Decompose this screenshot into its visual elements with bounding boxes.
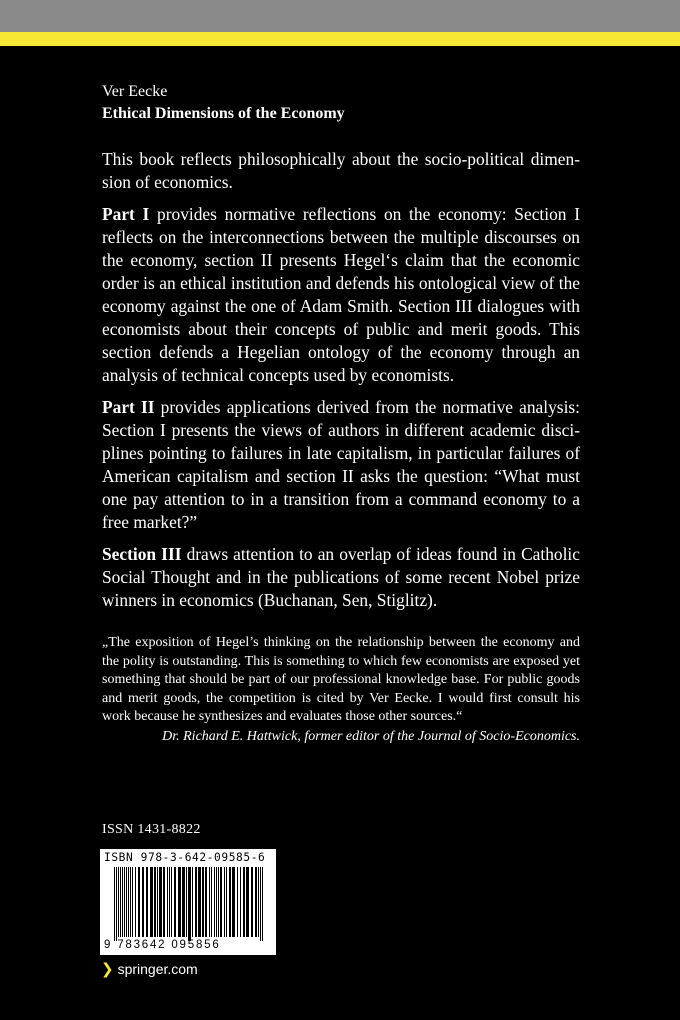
barcode-bar	[218, 867, 219, 937]
barcode-bar	[243, 867, 245, 937]
barcode-bar	[150, 867, 153, 937]
barcode-bar	[216, 867, 217, 937]
publisher-name: springer.com	[117, 961, 198, 977]
barcode-bar	[116, 867, 117, 941]
barcode-bar	[171, 867, 172, 937]
barcode-bar	[214, 867, 215, 937]
issn-number: ISSN 1431-8822	[102, 822, 201, 837]
section3-text: draws attention to an overlap of ideas found in Catholic Social Thought and in the publications of some recent Nobel prize winners in economics (Buchanan, Sen, Stiglitz).	[102, 544, 580, 610]
barcode-bar	[114, 867, 115, 941]
part2-label: Part II	[102, 397, 155, 417]
isbn-text: ISBN 978-3-642-09585-6	[104, 851, 266, 864]
barcode-bar	[237, 867, 238, 937]
barcode-bar	[202, 867, 204, 937]
barcode-bar	[186, 867, 187, 937]
barcode-bar	[174, 867, 176, 937]
barcode-bar	[188, 867, 191, 941]
barcode-bar	[229, 867, 231, 937]
barcode-bar	[163, 867, 165, 937]
barcode-bar	[262, 867, 263, 941]
barcode-bar	[246, 867, 249, 937]
book-title: Ethical Dimensions of the Economy	[102, 105, 345, 122]
barcode-bar	[232, 867, 235, 937]
quote-attribution: Dr. Richard E. Hattwick, former editor of the Journal of Socio-Economics.	[162, 728, 580, 744]
barcode-bar	[167, 867, 168, 937]
blurb	[102, 148, 580, 621]
barcode	[100, 849, 276, 955]
barcode-bar	[255, 867, 257, 937]
barcode-bar	[220, 867, 222, 937]
part1-label: Part I	[102, 204, 150, 224]
barcode-bar	[258, 867, 259, 937]
barcode-bar	[124, 867, 125, 937]
barcode-bar	[120, 867, 121, 937]
barcode-bar	[209, 867, 210, 937]
barcode-bar	[251, 867, 253, 937]
blurb-intro: This book reflects philosophically about the socio-political dimension of economics.	[102, 149, 580, 192]
barcode-bar	[135, 867, 136, 937]
barcode-bar	[240, 867, 241, 937]
publisher-link[interactable]	[101, 960, 198, 978]
quote-text: „The exposition of Hegel’s thinking on the relationship between the economy and the polity is outstanding. This is something to which few economists are exposed yet something that should be part of our professional knowledge base. For public goods and merit goods, the competition is cited by Ver Eecke. I would first consult his work because he synthesizes and evaluates those other sources.“	[102, 635, 580, 725]
section3-label: Section III	[102, 544, 182, 564]
barcode-bar	[132, 867, 133, 937]
review-quote	[102, 634, 580, 747]
barcode-bar	[182, 867, 185, 937]
top-yellow-band	[0, 32, 680, 46]
barcode-bar	[169, 867, 170, 937]
blurb-section3	[102, 543, 580, 612]
barcode-bar	[157, 867, 158, 937]
barcode-bar	[130, 867, 131, 937]
author-name: Ver Eecke	[102, 83, 168, 100]
top-gray-band	[0, 0, 680, 32]
barcode-bar	[226, 867, 227, 937]
part2-text: provides applications derived from the normative analysis: Section I presents the views of authors in different academic disciplines pointing to failures in late capitalism, in particular failures of American capitalism and section II asks the question: “What must one pay attention to in a transition from a command economy to a free market?”	[102, 397, 580, 532]
barcode-bar	[128, 867, 129, 937]
barcode-bar	[138, 867, 140, 937]
barcode-bar	[198, 867, 201, 937]
barcode-bar	[211, 867, 212, 937]
barcode-bar	[118, 867, 119, 937]
barcode-bar	[205, 867, 207, 937]
barcode-bar	[260, 867, 261, 941]
chevron-right-icon: ❯	[101, 961, 114, 978]
barcode-bar	[159, 867, 162, 937]
ean-digits: 9 783642 095856	[104, 939, 221, 951]
barcode-bar	[126, 867, 127, 937]
barcode-bar	[122, 867, 123, 937]
blurb-part1	[102, 203, 580, 387]
blurb-part2	[102, 396, 580, 534]
barcode-bar	[195, 867, 197, 937]
barcode-bar	[154, 867, 156, 937]
barcode-bar	[192, 867, 193, 937]
barcode-bar	[142, 867, 144, 937]
barcode-bar	[224, 867, 225, 937]
part1-text: provides normative reflections on the economy: Section I reflects on the interconnections between the multiple discourses on the economy, section II presents Hegel‘s claim that the economic order is an ethical institution and defends his ontological view of the economy against the one of Adam Smith. Section III dialogues with economists about their concepts of public and merit goods. This section defends a Hegelian ontology of the economy through an analysis of technical concepts used by economists.	[102, 204, 580, 385]
barcode-bar	[146, 867, 148, 937]
barcode-bar	[178, 867, 181, 937]
